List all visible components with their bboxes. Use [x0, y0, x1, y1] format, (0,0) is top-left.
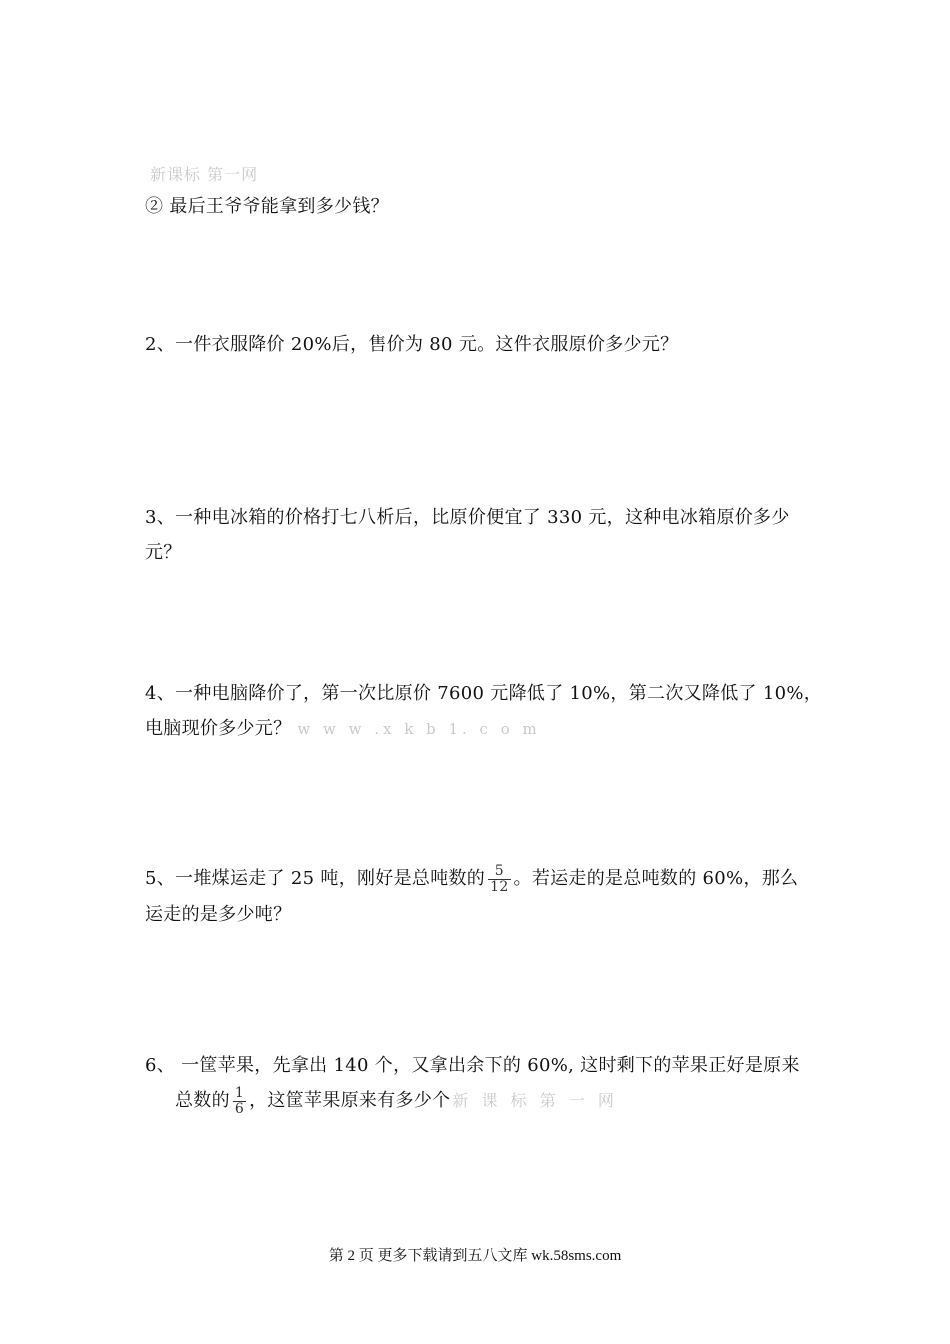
question-2: 2、一件衣服降价 20%后，售价为 80 元。这件衣服原价多少元？: [145, 334, 679, 355]
question-5-text-b: 。若运走的是总吨数的 60%，那么: [513, 868, 799, 889]
question-5-line-2: 运走的是多少吨？: [145, 904, 292, 925]
watermark-inline-url: w w w .x k b 1. c o m: [297, 720, 541, 738]
question-1-part-2: ② 最后王爷爷能拿到多少钱？: [145, 196, 389, 217]
fraction-numerator: 1: [234, 1084, 245, 1101]
question-6-line-2: [175, 1084, 618, 1118]
fraction-1-6: [233, 1086, 246, 1117]
question-5-text-a: 5、一堆煤运走了 25 吨，刚好是总吨数的: [145, 868, 486, 889]
question-6-line-1: 6、 一筐苹果，先拿出 140 个，又拿出余下的 60%, 这时剩下的苹果正好是原来: [145, 1055, 800, 1076]
question-4-line-2: [145, 717, 541, 741]
question-3-line-1: 3、一种电冰箱的价格打七八析后，比原价便宜了 330 元，这种电冰箱原价多少: [145, 507, 790, 528]
question-4-text: 电脑现价多少元？: [145, 718, 292, 739]
fraction-denominator: 6: [234, 1100, 245, 1117]
question-3-line-2: 元？: [145, 542, 182, 563]
watermark-top: 新课标 第一网: [150, 165, 259, 184]
watermark-inline-cn: 新 课 标 第 一 网: [452, 1091, 618, 1110]
fraction-5-12: [488, 864, 510, 895]
page-footer: 第 2 页 更多下载请到五八文库 wk.58sms.com: [328, 1248, 622, 1264]
question-5-line-1: [145, 862, 798, 896]
question-6-text-b: ，这筐苹果原来有多少个: [249, 1090, 451, 1111]
question-6-text-a: 总数的: [175, 1090, 230, 1111]
fraction-numerator: 5: [494, 862, 504, 879]
fraction-denominator: 12: [490, 878, 509, 895]
question-4-line-1: 4、一种电脑降价了，第一次比原价 7600 元降低了 10%，第二次又降低了 10%，: [145, 683, 823, 704]
